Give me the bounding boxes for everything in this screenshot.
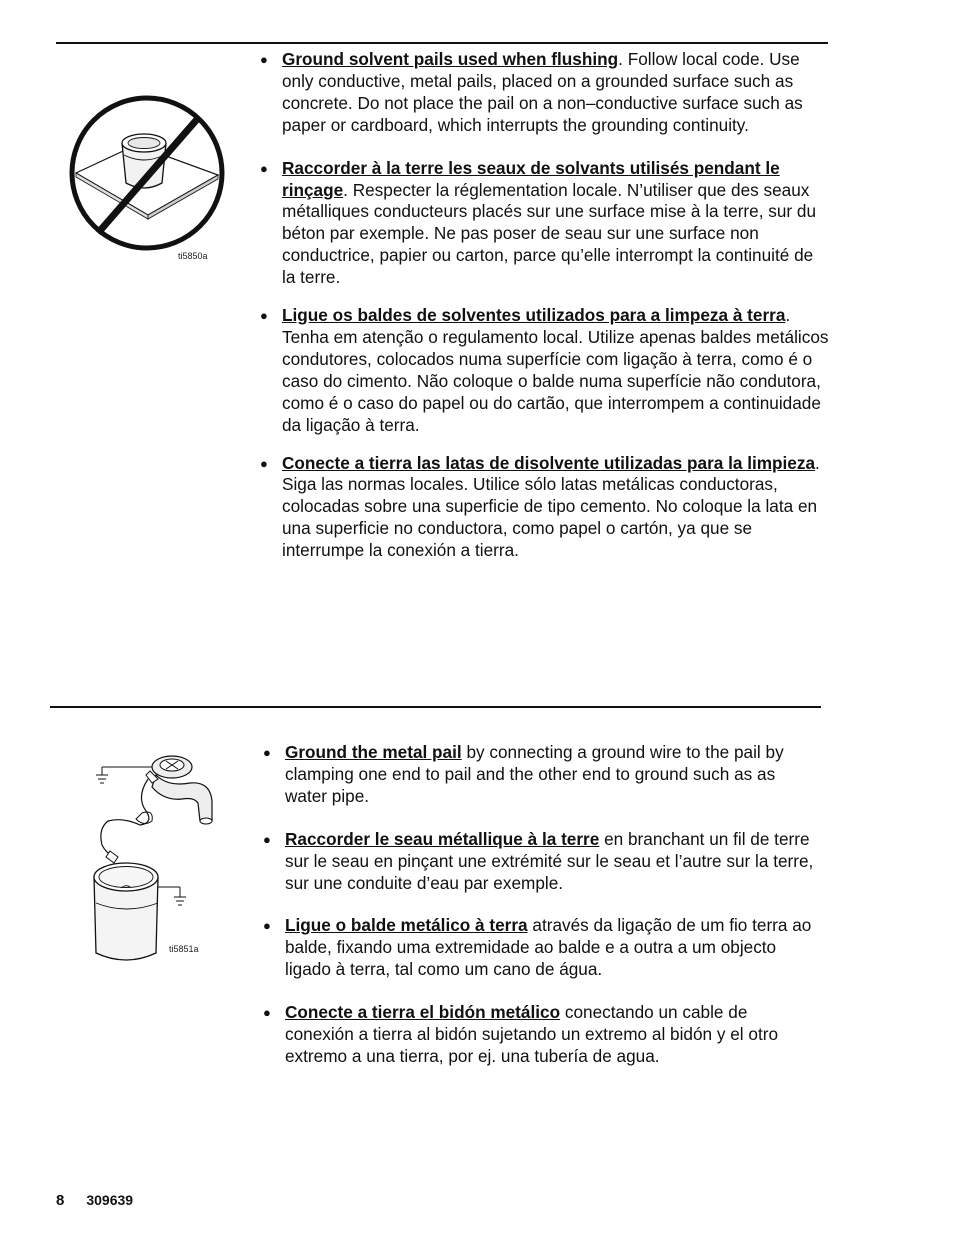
bullet-icon: ● (263, 745, 271, 760)
bullet-lead: Raccorder à la terre les seaux de solvants utilisés pendant le rinçage (282, 157, 780, 200)
section1-bullet-list (260, 49, 830, 562)
page-number: 8 (56, 1192, 65, 1209)
section-divider (50, 706, 821, 708)
bullet-icon: ● (263, 918, 271, 934)
bullet-text: . Follow local code. Use only conductive, metal pails, placed on a grounded surface such as concrete. Do not place the pail on a non–conductive surface such as paper or cardboard, which interrupts the grounding continuity. (282, 49, 803, 135)
prohibited-pail-illustration (66, 93, 231, 253)
no-symbol-icon (66, 93, 231, 253)
bullet-lead: Raccorder le seau métallique à la terre (285, 828, 600, 849)
bullet-text: através da ligação de um fio terra ao balde, fixando uma extremidade ao balde e a outra a um objecto ligado à terra, tal como um cano de água. (285, 915, 812, 980)
bullet-text: . Respecter la réglementation locale. N’utiliser que des seaux métalliques conducteurs placés sur une surface mise à la terre, sur du béton par exemple. Ne pas poser de seau sur une surface non conductrice, papier ou carton, parce qu’elle interrompt la continuité de la terre. (282, 179, 817, 288)
bullet-text: by connecting a ground wire to the pail by clamping one end to pail and the other end to ground such as as water pipe. (285, 742, 784, 806)
bullet-item-fr (263, 828, 815, 895)
bullet-item-pt (260, 305, 830, 436)
page-footer (56, 1192, 133, 1209)
figure-id-ti5851a: ti5851a (169, 944, 199, 954)
grounded-pail-icon (86, 745, 226, 965)
bullet-lead: Ligue os baldes de solventes utilizados para a limpeza à terra (282, 305, 786, 326)
bullet-text: . Tenha em atenção o regulamento local. Utilize apenas baldes metálicos condutores, colocados numa superfície com ligação à terra, como é o caso do cimento. Não coloque o balde numa superfície não condutora, como é o caso do papel ou do cartão, que interrompem a continuidade da ligação à terra. (282, 305, 829, 435)
bullet-item-pt (263, 915, 815, 981)
bullet-lead: Ligue o balde metálico à terra (285, 915, 528, 936)
bullet-item-en (263, 742, 815, 808)
bullet-lead: Conecte a tierra las latas de disolvente utilizadas para la limpieza (282, 452, 816, 473)
bullet-icon: ● (260, 455, 268, 471)
bullet-icon: ● (260, 160, 268, 176)
top-rule (56, 42, 828, 44)
bullet-icon: ● (263, 831, 271, 847)
bullet-lead: Conecte a tierra el bidón metálico (285, 1002, 561, 1023)
bullet-lead: Ground the metal pail (285, 742, 462, 762)
bullet-icon: ● (260, 308, 268, 324)
section2-bullet-list (263, 742, 815, 1068)
document-number: 309639 (86, 1192, 134, 1208)
bullet-item-en (260, 49, 830, 137)
bullet-text: conectando un cable de conexión a tierra al bidón sujetando un extremo al bidón y el otro extremo a una tierra, por ej. una tubería de agua. (285, 1002, 779, 1066)
bullet-text: . Siga las normas locales. Utilice sólo latas metálicas conductoras, colocadas sobre una superficie de tipo cemento. No coloque la lata en una superficie no conductora, como papel o cartón, ya que se interrumpe la conexión a tierra. (282, 452, 820, 561)
bullet-item-es (260, 452, 830, 563)
bullet-icon: ● (260, 52, 268, 67)
bullet-item-es (263, 1002, 815, 1068)
bullet-lead: Ground solvent pails used when flushing (282, 49, 619, 69)
bullet-item-fr (260, 157, 830, 289)
figure-id-ti5850a: ti5850a (178, 251, 208, 261)
bullet-text: en branchant un fil de terre sur le seau en pinçant une extrémité sur le seau et l’autre sur la terre, sur une conduite d’eau par exemple. (285, 828, 814, 893)
grounded-pail-illustration (86, 745, 226, 965)
bullet-icon: ● (263, 1005, 271, 1021)
